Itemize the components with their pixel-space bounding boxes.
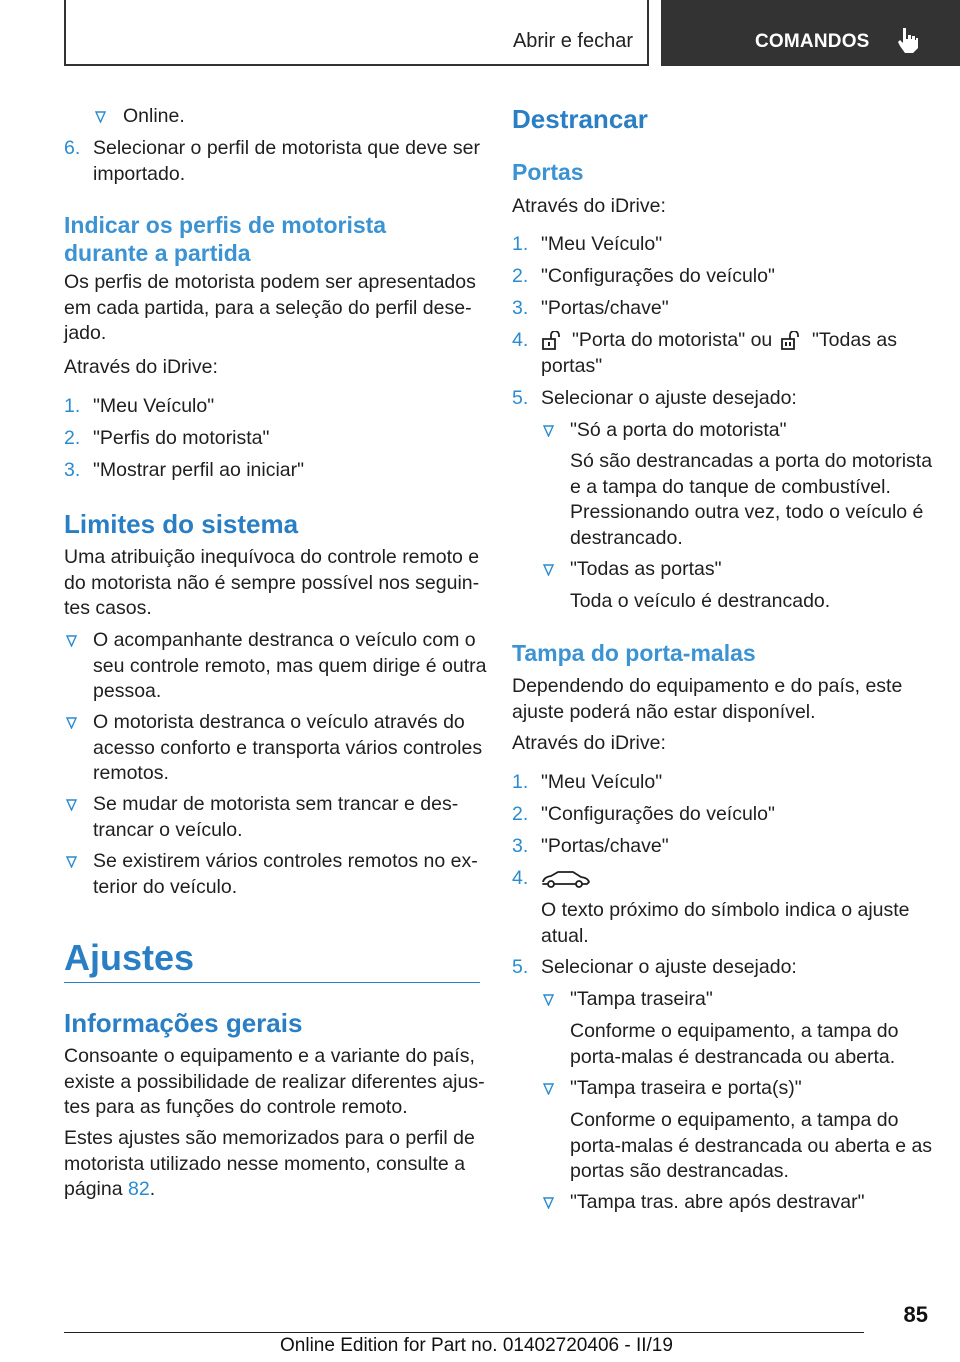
step-text: Selecionar o ajuste desejado: [541, 387, 797, 409]
step-number: 5. [512, 387, 529, 409]
list-item: O acompanhante destranca o veículo com o seu controle remoto, mas quem dirige é outra pessoa. [93, 629, 487, 702]
step4-description: O texto próximo do símbolo indica o ajuste atual. [541, 899, 910, 947]
heading-tampa: Tampa do porta-malas [512, 640, 756, 666]
list-item: Se existirem vários controles remotos no ex- terior do veículo. [93, 850, 478, 898]
online-item: Online. [123, 105, 185, 127]
step-number: 6. [64, 137, 81, 159]
option-description: Conforme o equipamento, a tampa do porta-malas é destrancada ou aberta e as portas são destrancadas. [570, 1109, 933, 1182]
hand-pointer-icon [897, 26, 919, 54]
heading-informacoes: Informações gerais [64, 1008, 303, 1038]
via-idrive-text: Através do iDrive: [64, 356, 218, 378]
step-text: "Configurações do veículo" [541, 803, 775, 825]
heading-limites: Limites do sistema [64, 509, 299, 539]
option-title: "Tampa traseira e porta(s)" [570, 1077, 802, 1099]
option-description: Conforme o equipamento, a tampa do porta-malas é destrancada ou aberta. [570, 1020, 899, 1068]
step-number: 2. [64, 427, 81, 449]
step-text: "Perfis do motorista" [93, 427, 270, 449]
heading-portas: Portas [512, 159, 584, 185]
footer-divider [64, 1332, 864, 1333]
list-item: O motorista destranca o veículo através do acesso conforto e transporta vários controles remotos. [93, 711, 483, 784]
step-text: "Configurações do veículo" [541, 265, 775, 287]
triangle-bullet-icon [95, 111, 106, 123]
step-text: Selecionar o ajuste desejado: [541, 956, 797, 978]
option-title: "Só a porta do motorista" [570, 419, 787, 441]
info-paragraph-2: Estes ajustes são memorizados para o perfil de motorista utilizado nesse momento, consulte a página 82. [64, 1127, 475, 1200]
section-divider [64, 982, 480, 983]
info-paragraph: Consoante o equipamento e a variante do país, existe a possibilidade de realizar diferentes ajus- tes para as funções do controle remoto. [64, 1045, 485, 1118]
option-title: "Tampa traseira" [570, 988, 713, 1010]
header-section-tab [64, 0, 649, 66]
step-text: "Meu Veículo" [93, 395, 215, 417]
heading-destrancar: Destrancar [512, 104, 648, 134]
step-text: "Portas/chave" [541, 835, 669, 857]
step-text: "Mostrar perfil ao iniciar" [93, 459, 305, 481]
heading-indicar: Indicar os perfis de motorista durante a partida [64, 212, 387, 266]
step-number: 1. [512, 771, 529, 793]
triangle-bullet-icon [543, 564, 554, 576]
via-idrive-text: Através do iDrive: [512, 195, 666, 217]
car-trunk-icon [541, 870, 591, 890]
limites-paragraph: Uma atribuição inequívoca do controle remoto e do motorista não é sempre possível nos seguin- tes casos. [64, 546, 480, 619]
unlock-driver-door-icon [541, 331, 563, 351]
header-chapter-tab [661, 0, 960, 66]
option-title: "Todas as portas" [570, 558, 722, 580]
heading-ajustes: Ajustes [64, 937, 195, 978]
triangle-bullet-icon [66, 635, 77, 647]
step-number: 2. [512, 265, 529, 287]
step-number: 3. [512, 835, 529, 857]
page-number: 85 [903, 1302, 928, 1327]
step-number: 2. [512, 803, 529, 825]
triangle-bullet-icon [66, 799, 77, 811]
step-number: 5. [512, 956, 529, 978]
step-text: "Meu Veículo" [541, 233, 663, 255]
step4-text-b: "Todas as [812, 329, 897, 351]
option-description: Toda o veículo é destrancado. [570, 590, 831, 612]
triangle-bullet-icon [66, 717, 77, 729]
tampa-paragraph: Dependendo do equipamento e do país, este ajuste poderá não estar disponível. [512, 675, 903, 723]
step-number: 4. [512, 867, 529, 889]
page-link[interactable]: 82 [127, 1178, 150, 1200]
option-description: Só são destrancadas a porta do motorista e a tampa do tanque de combustível. Pressionando outra vez, todo o veículo é destrancado. [570, 450, 933, 549]
step4-text-a: "Porta do motorista" ou [572, 329, 773, 351]
step-text: "Meu Veículo" [541, 771, 663, 793]
option-title: "Tampa tras. abre após destravar" [570, 1191, 865, 1213]
unlock-all-doors-icon [780, 331, 802, 351]
step-number: 1. [512, 233, 529, 255]
step4-text-c: portas" [541, 355, 603, 377]
triangle-bullet-icon [543, 1083, 554, 1095]
step-number: 3. [512, 297, 529, 319]
step-number: 1. [64, 395, 81, 417]
list-item: Se mudar de motorista sem trancar e des- trancar o veículo. [93, 793, 459, 841]
step-number: 4. [512, 329, 529, 351]
step6-text: Selecionar o perfil de motorista que deve ser importado. [93, 137, 480, 185]
chapter-tab-label: COMANDOS [755, 31, 870, 52]
triangle-bullet-icon [543, 1197, 554, 1209]
step-number: 3. [64, 459, 81, 481]
footer-edition: Online Edition for Part no. 01402720406 - II/19 [280, 1335, 673, 1356]
indicar-paragraph: Os perfis de motorista podem ser apresentados em cada partida, para a seleção do perfil dese- jado. [64, 271, 476, 344]
via-idrive-text: Através do iDrive: [512, 732, 666, 754]
triangle-bullet-icon [543, 994, 554, 1006]
step-text: "Portas/chave" [541, 297, 669, 319]
triangle-bullet-icon [543, 425, 554, 437]
triangle-bullet-icon [66, 856, 77, 868]
section-tab-label: Abrir e fechar [512, 30, 633, 52]
